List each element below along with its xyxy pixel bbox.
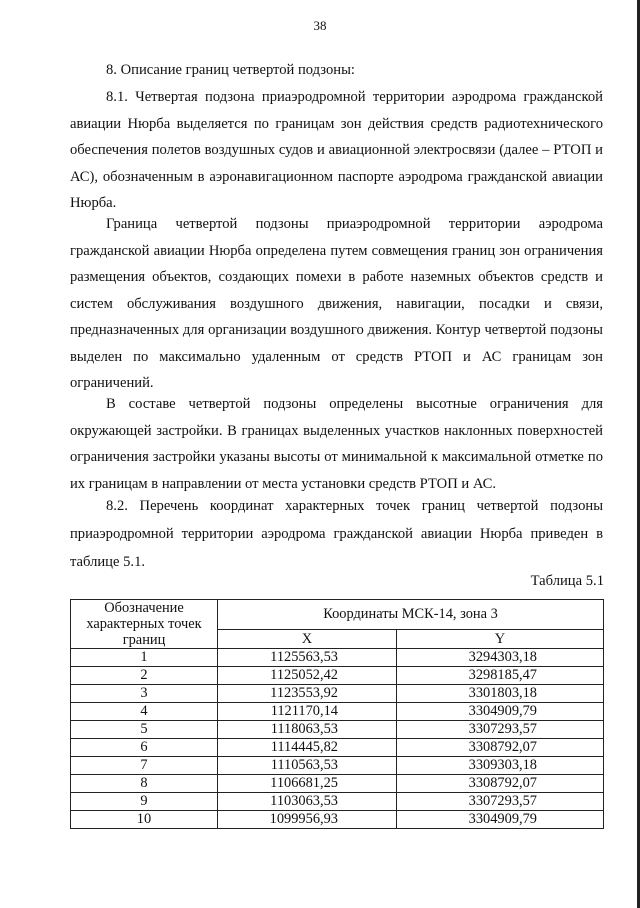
coord-x: 1118063,53 (218, 721, 397, 739)
coord-y: 3294303,18 (397, 649, 604, 667)
table-row (71, 811, 604, 829)
header-x: X (218, 629, 397, 648)
coord-y: 3308792,07 (397, 739, 604, 757)
table-row (71, 649, 604, 667)
point-number: 9 (71, 793, 218, 811)
paragraph-8-2: 8.2. Перечень координат характерных точек границ четвертой подзоны приаэродромной территории аэродрома гражданской авиации Нюрба приведен в таблице 5.1. (70, 498, 603, 570)
table-row (71, 703, 604, 721)
point-number: 4 (71, 703, 218, 721)
point-number: 10 (71, 811, 218, 829)
coord-x: 1110563,53 (218, 757, 397, 775)
table-row (71, 667, 604, 685)
table-row (71, 739, 604, 757)
header-y: Y (397, 629, 604, 648)
paragraph-height-limits: В составе четвертой подзоны определены высотные ограничения для окружающей застройки. В границах выделенных участков наклонных поверхностей ограничения застройки указаны высоты от минимальной к максимальной отметке по их границам в направлении от места установки средств РТОП и АС. (70, 396, 603, 492)
coord-y: 3298185,47 (397, 667, 604, 685)
page-number: 38 (313, 18, 327, 33)
coord-y: 3309303,18 (397, 757, 604, 775)
coord-y: 3304909,79 (397, 703, 604, 721)
point-number: 2 (71, 667, 218, 685)
coord-y: 3304909,79 (397, 811, 604, 829)
coord-y: 3308792,07 (397, 775, 604, 793)
table-row (71, 685, 604, 703)
coord-x: 1125052,42 (218, 667, 397, 685)
coord-x: 1125563,53 (218, 649, 397, 667)
coord-y: 3307293,57 (397, 793, 604, 811)
header-coordinates: Координаты МСК-14, зона 3 (218, 600, 604, 630)
coord-y: 3307293,57 (397, 721, 604, 739)
coord-y: 3301803,18 (397, 685, 604, 703)
coord-x: 1099956,93 (218, 811, 397, 829)
table-row (71, 793, 604, 811)
table-row (71, 757, 604, 775)
coord-x: 1121170,14 (218, 703, 397, 721)
coord-x: 1103063,53 (218, 793, 397, 811)
coord-x: 1114445,82 (218, 739, 397, 757)
coord-x: 1123553,92 (218, 685, 397, 703)
point-number: 1 (71, 649, 218, 667)
table-row (71, 775, 604, 793)
table-caption: Таблица 5.1 (530, 573, 604, 589)
coordinates-table-body (71, 649, 604, 829)
coordinates-table (70, 599, 604, 829)
point-number: 3 (71, 685, 218, 703)
section-heading: 8. Описание границ четвертой подзоны: (106, 62, 355, 78)
point-number: 8 (71, 775, 218, 793)
point-number: 5 (71, 721, 218, 739)
paragraph-8-1: 8.1. Четвертая подзона приаэродромной территории аэродрома гражданской авиации Нюрба выделяется по границам зон действия средств радиотехнического обеспечения полетов воздушных судов и авиационной электросвязи (далее – РТОП и АС), обозначенным в аэронавигационном паспорте аэродрома гражданской авиации Нюрба. (70, 89, 603, 211)
coord-x: 1106681,25 (218, 775, 397, 793)
table-row (71, 721, 604, 739)
point-number: 7 (71, 757, 218, 775)
point-number: 6 (71, 739, 218, 757)
header-point-designation: Обозначение характерных точек границ (71, 600, 218, 649)
paragraph-boundary: Граница четвертой подзоны приаэродромной территории аэродрома гражданской авиации Нюрба определена путем совмещения границ зон ограничения размещения объектов, создающих помехи в работе наземных объектов средств и систем обслуживания воздушного движения, навигации, посадки и связи, предназначенных для организации воздушного движения. Контур четвертой подзоны выделен по максимально удаленным от средств РТОП и АС границам зон ограничений. (70, 216, 603, 391)
